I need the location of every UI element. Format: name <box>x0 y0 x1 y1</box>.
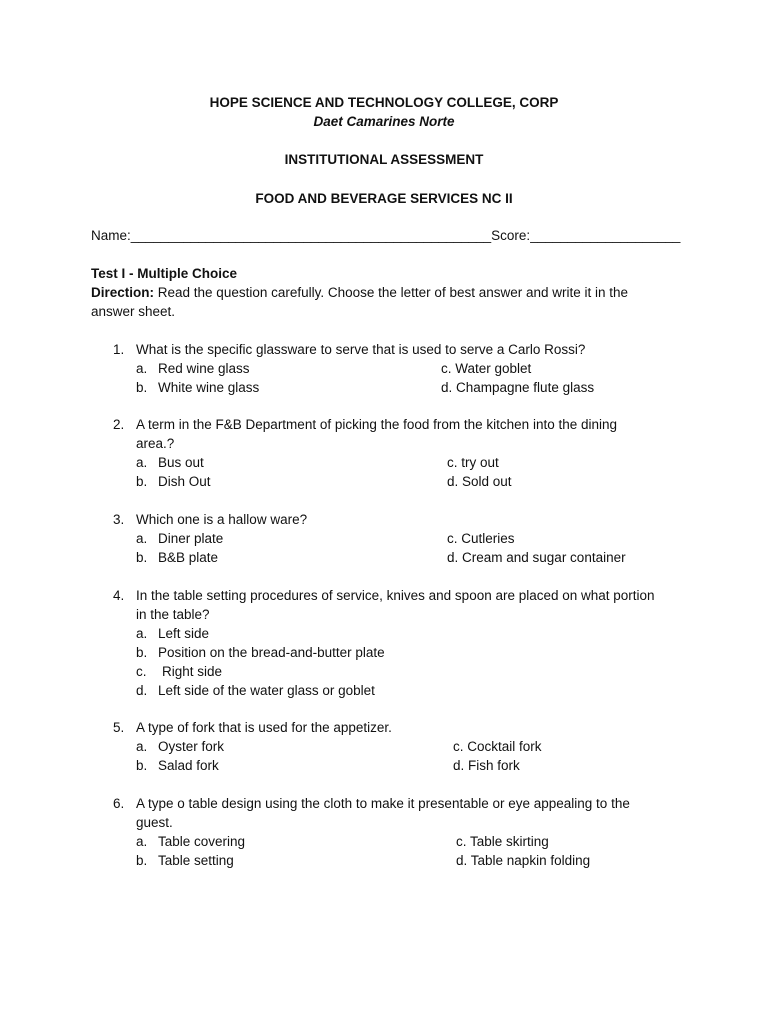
score-label: Score: <box>491 228 531 243</box>
test-title: Test I - Multiple Choice <box>91 266 238 281</box>
option-letter-a: a. <box>136 739 148 754</box>
option-c: c. Table skirting <box>456 834 549 849</box>
question-number: 6. <box>113 796 125 811</box>
question-text: Which one is a hallow ware? <box>136 512 308 527</box>
option-letter-b: b. <box>136 645 148 660</box>
question-text-cont: in the table? <box>136 607 210 622</box>
question-text: A type of fork that is used for the appetizer. <box>136 720 392 735</box>
option-d: d. Champagne flute glass <box>441 380 595 395</box>
direction-label: Direction: <box>91 285 155 300</box>
option-b: Dish Out <box>158 474 211 489</box>
question-text: A type o table design using the cloth to make it presentable or eye appealing to the <box>136 796 630 811</box>
question-number: 5. <box>113 720 125 735</box>
score-blank: ____________________ <box>530 228 681 243</box>
option-letter-a: a. <box>136 834 148 849</box>
option-a: Left side <box>158 626 210 641</box>
direction-text: Read the question carefully. Choose the letter of best answer and write it in the <box>154 285 629 300</box>
option-b: White wine glass <box>158 380 260 395</box>
direction-line <box>91 283 628 302</box>
option-letter-b: b. <box>136 474 148 489</box>
school-name: HOPE SCIENCE AND TECHNOLOGY COLLEGE, CORP <box>209 95 559 110</box>
question-text: A term in the F&B Department of picking the food from the kitchen into the dining <box>136 417 618 432</box>
option-c: c. Cocktail fork <box>453 739 542 754</box>
school-location: Daet Camarines Norte <box>313 114 455 129</box>
option-a: Red wine glass <box>158 361 250 376</box>
name-label: Name: <box>91 228 131 243</box>
option-letter-a: a. <box>136 361 148 376</box>
name-score-line <box>91 226 680 245</box>
option-a: Table covering <box>158 834 246 849</box>
question-number: 2. <box>113 417 125 432</box>
course-title: FOOD AND BEVERAGE SERVICES NC II <box>255 191 513 206</box>
direction-text-cont: answer sheet. <box>91 304 176 319</box>
option-letter-a: a. <box>136 626 148 641</box>
question-number: 3. <box>113 512 125 527</box>
question-number: 1. <box>113 342 125 357</box>
option-a: Oyster fork <box>158 739 225 754</box>
option-a: Diner plate <box>158 531 224 546</box>
option-letter-d: d. <box>136 683 148 698</box>
option-d: d. Cream and sugar container <box>447 550 626 565</box>
question-text: What is the specific glassware to serve that is used to serve a Carlo Rossi? <box>136 342 586 357</box>
option-b: Salad fork <box>158 758 219 773</box>
option-letter-c: c. <box>136 664 147 679</box>
assessment-title: INSTITUTIONAL ASSESSMENT <box>284 152 484 167</box>
option-c: c. Cutleries <box>447 531 515 546</box>
option-a: Bus out <box>158 455 204 470</box>
option-b: Position on the bread-and-butter plate <box>158 645 385 660</box>
option-d: d. Table napkin folding <box>456 853 591 868</box>
option-letter-b: b. <box>136 853 148 868</box>
option-b: B&B plate <box>158 550 219 565</box>
question-text: In the table setting procedures of service, knives and spoon are placed on what portion <box>136 588 655 603</box>
option-c: Right side <box>162 664 223 679</box>
option-d: d. Fish fork <box>453 758 520 773</box>
question-number: 4. <box>113 588 125 603</box>
question-text-cont: area.? <box>136 436 175 451</box>
option-letter-a: a. <box>136 531 148 546</box>
option-letter-a: a. <box>136 455 148 470</box>
option-d: Left side of the water glass or goblet <box>158 683 375 698</box>
option-letter-b: b. <box>136 380 148 395</box>
option-b: Table setting <box>158 853 234 868</box>
name-blank: ________________________________________________ <box>130 228 492 243</box>
question-text-cont: guest. <box>136 815 173 830</box>
option-d: d. Sold out <box>447 474 512 489</box>
option-c: c. Water goblet <box>441 361 532 376</box>
option-letter-b: b. <box>136 550 148 565</box>
option-letter-b: b. <box>136 758 148 773</box>
option-c: c. try out <box>447 455 499 470</box>
